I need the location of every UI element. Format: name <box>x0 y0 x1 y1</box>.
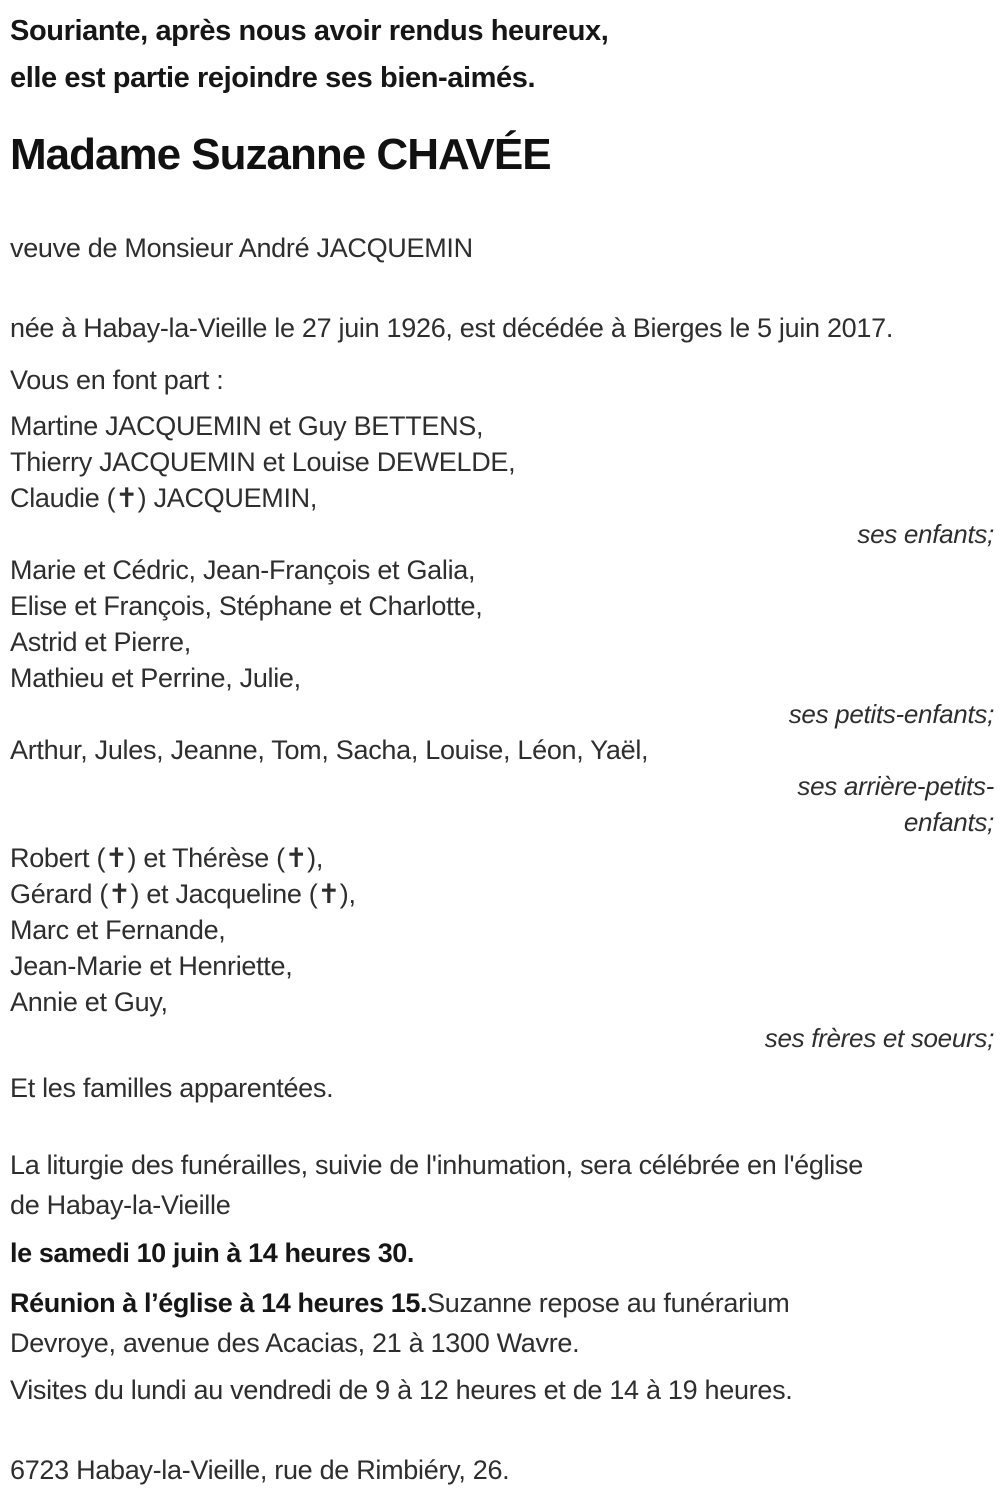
family-member-line: Claudie (✝) JACQUEMIN, <box>10 483 318 513</box>
birth-death-line: née à Habay-la-Vieille le 27 juin 1926, est décédée à Bierges le 5 juin 2017. <box>10 313 894 343</box>
meeting-line-1 <box>10 1283 994 1323</box>
family-member-line: Marc et Fernande, <box>10 915 226 945</box>
repose-text: Suzanne repose au funérarium <box>427 1288 790 1318</box>
family-member-line: Elise et François, Stéphane et Charlotte, <box>10 591 483 621</box>
family-member-line: Annie et Guy, <box>10 987 168 1017</box>
meeting-paragraph <box>10 1283 994 1363</box>
meeting-time-bold: Réunion à l’église à 14 heures 15. <box>10 1288 428 1318</box>
family-member-line: Martine JACQUEMIN et Guy BETTENS, <box>10 411 484 441</box>
related-families-line: Et les familles apparentées. <box>10 1073 334 1103</box>
family-member-line: Gérard (✝) et Jacqueline (✝), <box>10 879 356 909</box>
family-member-line: Thierry JACQUEMIN et Louise DEWELDE, <box>10 447 516 477</box>
epigraph-line-1: Souriante, après nous avoir rendus heureux, <box>10 15 609 47</box>
group-label-children: ses enfants; <box>857 519 994 549</box>
group-siblings <box>10 840 994 1056</box>
widow-of-line: veuve de Monsieur André JACQUEMIN <box>10 233 473 263</box>
liturgy-line-2: de Habay-la-Vieille <box>10 1190 231 1220</box>
family-member-line: Arthur, Jules, Jeanne, Tom, Sacha, Louise, Léon, Yaël, <box>10 735 649 765</box>
epigraph <box>10 8 994 102</box>
address-line: 6723 Habay-la-Vieille, rue de Rimbiéry, 26. <box>10 1455 510 1485</box>
group-grandchildren <box>10 552 994 732</box>
deceased-name-title: Madame Suzanne CHAVÉE <box>10 130 551 179</box>
group-label-great-grandchildren: ses arrière-petits-enfants; <box>797 771 994 837</box>
visiting-hours-line: Visites du lundi au vendredi de 9 à 12 heures et de 14 à 19 heures. <box>10 1375 793 1405</box>
meeting-line-2: Devroye, avenue des Acacias, 21 à 1300 Wavre. <box>10 1328 580 1358</box>
liturgy-paragraph <box>10 1145 994 1225</box>
liturgy-line-1: La liturgie des funérailles, suivie de l'inhumation, sera célébrée en l'église <box>10 1150 863 1180</box>
group-children <box>10 408 994 552</box>
epigraph-line-2: elle est partie rejoindre ses bien-aimés. <box>10 62 536 94</box>
announcement-intro: Vous en font part : <box>10 365 224 395</box>
family-member-line: Astrid et Pierre, <box>10 627 191 657</box>
group-label-grandchildren: ses petits-enfants; <box>788 699 994 729</box>
family-member-line: Mathieu et Perrine, Julie, <box>10 663 301 693</box>
group-great-grandchildren <box>10 732 994 840</box>
group-label-siblings: ses frères et soeurs; <box>764 1023 994 1053</box>
family-member-line: Robert (✝) et Thérèse (✝), <box>10 843 324 873</box>
family-member-line: Jean-Marie et Henriette, <box>10 951 293 981</box>
funeral-date-line: le samedi 10 juin à 14 heures 30. <box>10 1238 415 1268</box>
family-member-line: Marie et Cédric, Jean-François et Galia, <box>10 555 476 585</box>
family-groups <box>10 408 994 1056</box>
